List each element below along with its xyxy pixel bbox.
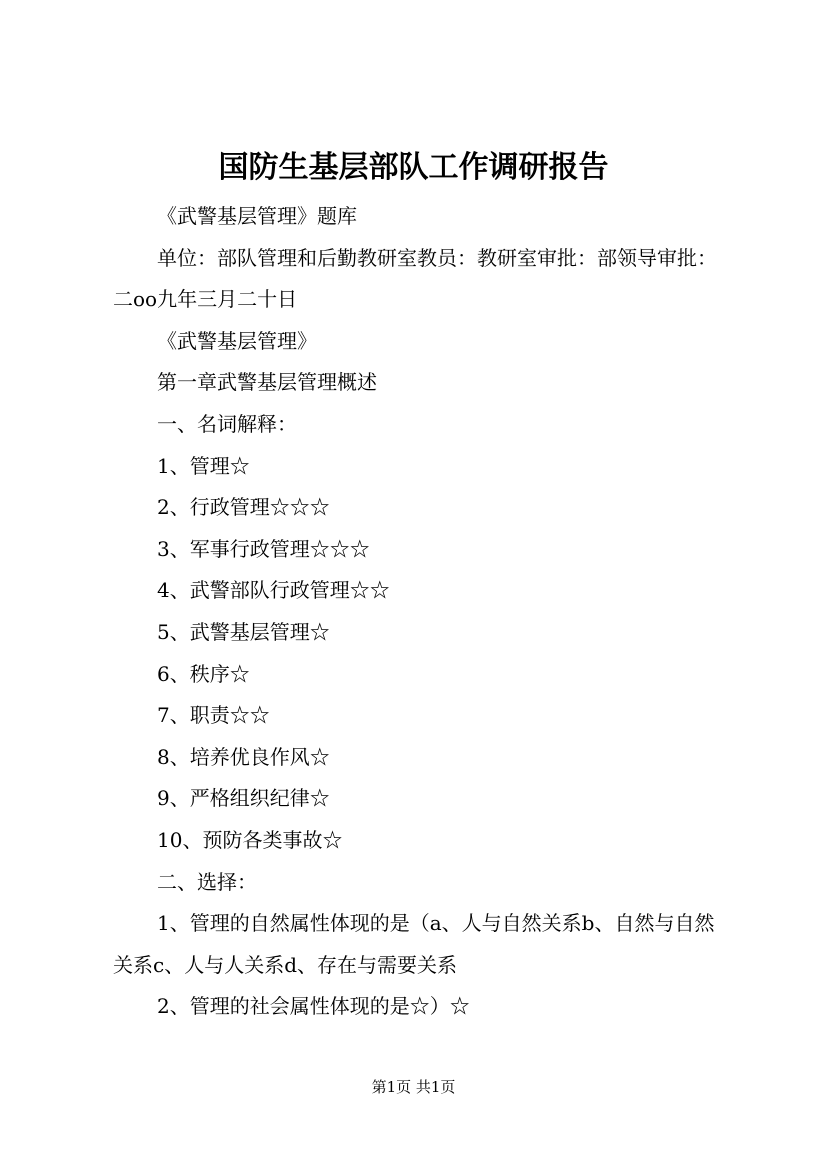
list-item: 7、职责☆☆ (157, 703, 270, 728)
list-item: 1、管理的自然属性体现的是（a、人与自然关系b、自然与自然关系c、人与人关系d、存在与需要关系 (113, 911, 715, 977)
document-body (113, 196, 725, 1028)
list-item: 2、行政管理☆☆☆ (157, 495, 330, 520)
list-item: 9、严格组织纪律☆ (157, 786, 330, 811)
paragraph-unit-approval: 单位：部队管理和后勤教研室教员：教研室审批：部领导审批：二oo九年三月二十日 (113, 245, 717, 312)
paragraph-question-bank: 《武警基层管理》题库 (157, 204, 357, 228)
list-item: 5、武警基层管理☆ (157, 619, 330, 644)
document-title: 国防生基层部队工作调研报告 (218, 150, 609, 185)
list-item: 4、武警部队行政管理☆☆ (157, 578, 390, 603)
list-item: 8、培养优良作风☆ (157, 744, 330, 769)
page-footer: 第1页 共1页 (371, 1078, 456, 1096)
paragraph-chapter-heading: 第一章武警基层管理概述 (157, 370, 377, 395)
paragraph-section-choice: 二、选择： (157, 869, 257, 894)
list-item: 10、预防各类事故☆ (157, 827, 343, 852)
list-item: 3、军事行政管理☆☆☆ (157, 536, 370, 561)
list-item: 6、秩序☆ (157, 661, 250, 686)
list-item: 1、管理☆ (157, 453, 250, 478)
list-item: 2、管理的社会属性体现的是☆）☆ (157, 994, 470, 1019)
paragraph-section-terms: 一、名词解释： (157, 411, 297, 436)
paragraph-course-name: 《武警基层管理》 (157, 328, 317, 353)
